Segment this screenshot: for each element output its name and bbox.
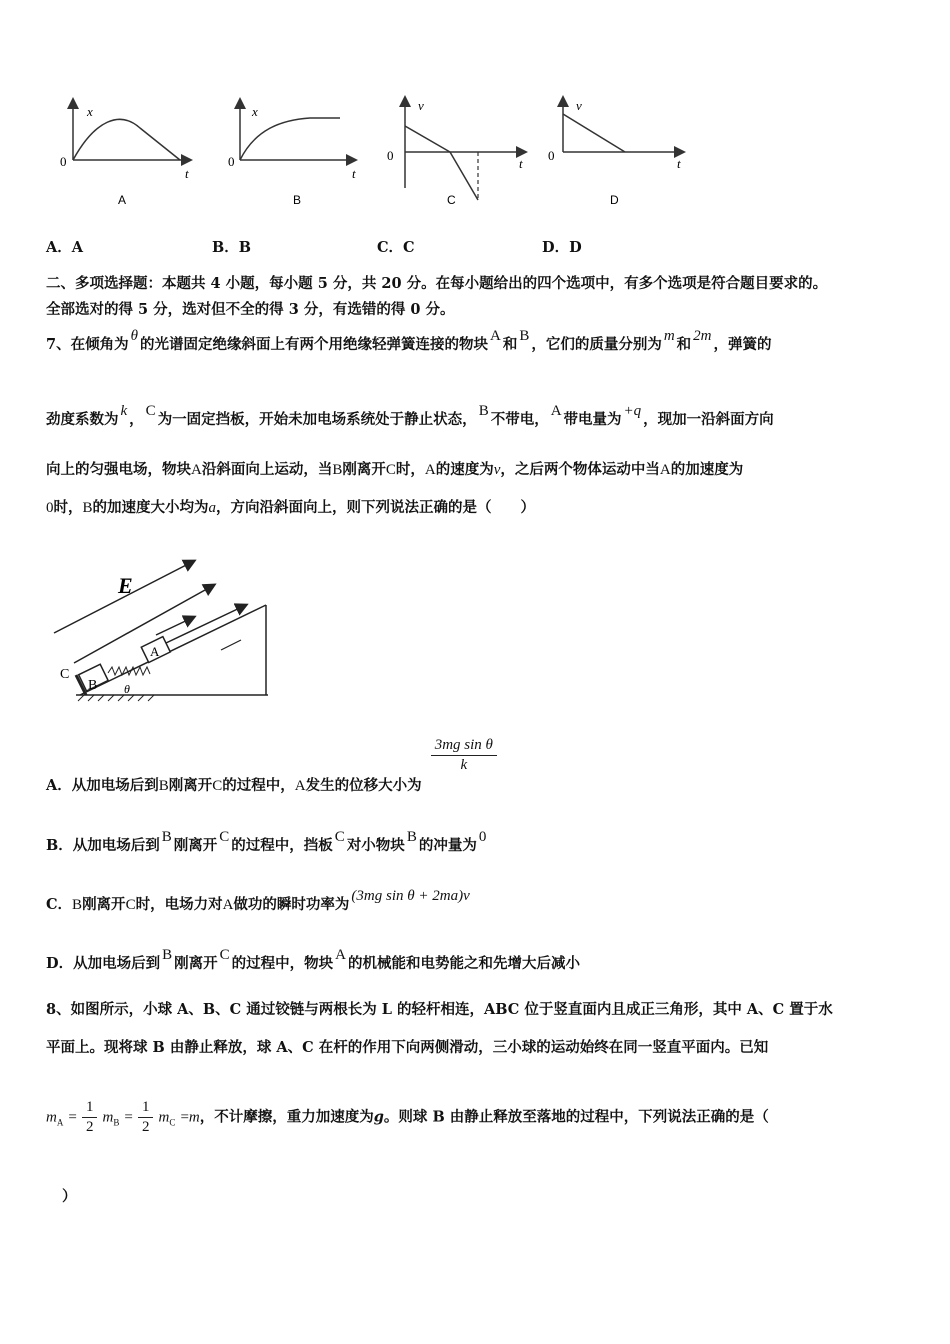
graph-d-y-label: v [576, 98, 582, 113]
angle-label-theta: θ [124, 682, 130, 696]
mass-a: m [46, 1109, 57, 1126]
graph-b-caption: B [293, 193, 302, 207]
graph-d [548, 98, 683, 207]
graph-d-caption: D [610, 193, 619, 207]
q7-line4: 0时，B的加速度大小均为a，方向沿斜面向上，则下列说法正确的是（ ） [46, 499, 536, 516]
graph-c [387, 98, 525, 207]
q6-option-a[interactable]: A．A [46, 239, 84, 256]
graph-a-origin: 0 [60, 154, 67, 169]
q6-option-c[interactable]: C．C [377, 239, 415, 256]
graph-d-x-label: t [677, 156, 681, 171]
q7-option-b[interactable]: B．从加电场后到 B 刚离开 C 的过程中，挡板 C 对小物块 B 的冲量为 0 [46, 829, 487, 854]
graph-c-caption: C [447, 193, 456, 207]
block-label-b: B [88, 678, 98, 693]
q7-option-a[interactable]: A．从加电场后到B刚离开C的过程中，A发生的位移大小为 $\frac{\text{3mg sin θ}}{k}$ [46, 738, 497, 773]
section2-line1: 二、多项选择题：本题共 4 小题，每小题 5 分，共 20 分。在每小题给出的四个选项中，有多个选项是符合题目要求的。 [46, 275, 828, 292]
q8-line1: 8、如图所示，小球 A、B、C 通过铰链与两根长为 L 的轻杆相连，ABC 位于竖直面内且成正三角形，其中 A、C 置于水 [46, 1001, 833, 1018]
graph-b-x-label: t [352, 166, 356, 181]
q7-option-d[interactable]: D．从加电场后到 B 刚离开 C 的过程中，物块 A 的机械能和电势能之和先增大后减小 [46, 947, 580, 972]
graph-b [228, 100, 356, 207]
q7-incline-figure [46, 555, 281, 705]
graph-a-x-label: t [185, 166, 189, 181]
q6-option-d[interactable]: D．D [542, 239, 582, 256]
graph-c-y-label: v [418, 98, 424, 113]
graph-b-y-label: x [252, 104, 258, 119]
q7-option-c[interactable]: C．B刚离开C时，电场力对A做功的瞬时功率为 (3mg sin θ + 2ma)v [46, 888, 470, 913]
graphs-figure [40, 90, 700, 220]
q8-line3: $m_A$ = $\frac{1}{2}$ $m_B$ = $\frac{1}{2}$ $m_C =m$，不计摩擦，重力加速度为g。则球 B 由静止释放至落地的过程中，下列说法正确的是（ [46, 1099, 769, 1135]
q7-line3: 向上的匀强电场，物块A沿斜面向上运动，当B刚离开C时，A的速度为v，之后两个物体运动中当A的加速度为 [46, 461, 744, 478]
graph-a [60, 100, 190, 207]
q8-line2: 平面上。现将球 B 由静止释放，球 A、C 在杆的作用下向两侧滑动，三小球的运动始终在同一竖直平面内。已知 [46, 1039, 769, 1056]
graph-a-caption: A [118, 193, 127, 207]
barrier-label-c: C [60, 667, 70, 682]
graph-d-origin: 0 [548, 148, 555, 163]
graph-c-x-label: t [519, 156, 523, 171]
q6-option-b[interactable]: B．B [212, 239, 252, 256]
q8-close-paren: ） [62, 1188, 77, 1205]
block-label-a: A [150, 644, 160, 659]
q7-line1: 7、在倾角为 θ 的光谱固定绝缘斜面上有两个用绝缘轻弹簧连接的物块 A 和 B ，它们的质量分别为 m 和 2m ，弹簧的 [46, 328, 772, 353]
graph-b-origin: 0 [228, 154, 235, 169]
graph-a-y-label: x [87, 104, 93, 119]
field-label-e: E [118, 573, 133, 598]
q7-line2: 劲度系数为 k ， C 为一固定挡板，开始未加电场系统处于静止状态， B 不带电， A 带电量为 +q ，现加一沿斜面方向 [46, 403, 774, 428]
graph-c-origin: 0 [387, 148, 394, 163]
section2-line2: 全部选对的得 5 分，选对但不全的得 3 分，有选错的得 0 分。 [46, 301, 455, 318]
